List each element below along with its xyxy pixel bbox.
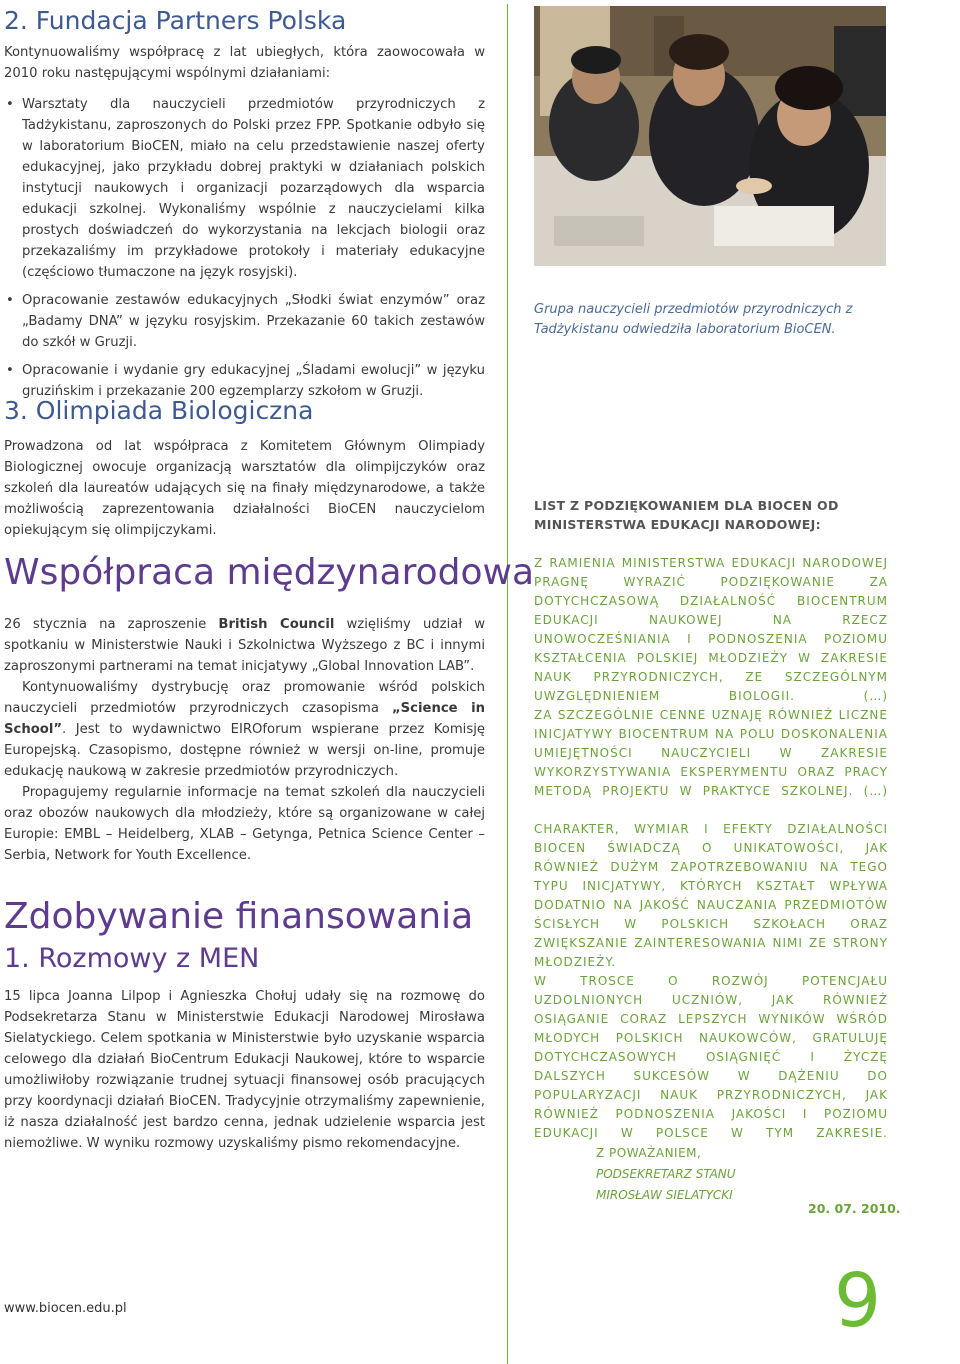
letter-title: LIST Z PODZIĘKOWANIEM DLA BIOCEN OD MINISTERSTWA EDUKACJI NARODOWEJ: <box>534 498 839 532</box>
letter-signature <box>596 1143 736 1206</box>
international-text <box>4 614 485 866</box>
list-item: • Warsztaty dla nauczycieli przedmiotów przyrodniczych z Tadżykistanu, zaproszonych do Polski przez FPP. Spotkanie odbyło się w laboratorium BioCEN, miało na celu przedstawienie naszej oferty edukacyjnej, jako przykładu dobrej praktyki w działaniach polskich instytucji naukowych i organizacji pozarządowych dla wsparcia edukacji szkolnej. Wykonaliśmy wspólnie z nauczycielami kilka prostych doświadczeń do wykorzystania na lekcjach biologii oraz przekazaliśmy im przykładowe protokoły i materiały edukacyjne (częściowo tłumaczone na język rosyjski). <box>4 94 485 283</box>
section-heading-partners: 2. Fundacja Partners Polska <box>4 6 347 35</box>
signature-name: MIROSŁAW SIELATYCKI <box>596 1188 733 1202</box>
page-title-international: Współpraca międzynarodowa <box>4 552 535 593</box>
letter-date: 20. 07. 2010. <box>808 1201 901 1216</box>
letter-paragraph: Z RAMIENIA MINISTERSTWA EDUKACJI NARODOWEJ PRAGNĘ WYRAZIĆ PODZIĘKOWANIE ZA DOTYCHCZASOWĄ DZIAŁALNOŚĆ BIOCENTRUM EDUKACJI NAUKOWEJ NA RZECZ UNOWOCZEŚNIANIA I PODNOSZENIA POZIOMU KSZTAŁCENIA POLSKIEJ MŁODZIEŻY W ZAKRESIE NAUK PRZYRODNICZYCH, ZE SZCZEGÓLNYM UWZGLĘDNIENIEM BIOLOGII. (…) <box>534 556 888 703</box>
olympiad-text: Prowadzona od lat współpraca z Komitetem Głównym Olimpiady Biologicznej owocuje organizacją warsztatów dla olimpijczyków oraz szkoleń dla laureatów udających się na finały międzynarodowe, a także możliwością zaprezentowania działalności BioCEN nauczycielom opiekującym się olimpijczykami. <box>4 439 485 538</box>
subheading-men: 1. Rozmowy z MEN <box>4 943 260 974</box>
paragraph: 26 stycznia na zaproszenie British Council wzięliśmy udział w spotkaniu w Ministerstwie Nauki i Szkolnictwa Wyższego z BC i innymi zaproszonymi partnerami na temat inicjatywy „Global Innovation LAB”. <box>4 617 485 674</box>
page-title-funding: Zdobywanie finansowania <box>4 896 474 937</box>
section-intro: Kontynuowaliśmy współpracę z lat ubiegłych, która zaowocowała w 2010 roku następującymi wspólnymi działaniami: <box>4 45 485 81</box>
journal-name: „Science in School” <box>4 701 485 737</box>
website-link[interactable]: www.biocen.edu.pl <box>4 1301 127 1316</box>
signature-title: PODSEKRETARZ STANU <box>596 1167 736 1181</box>
signature-closing: Z POWAŻANIEM, <box>596 1146 702 1160</box>
letter-paragraph: CHARAKTER, WYMIAR I EFEKTY DZIAŁALNOŚCI BIOCEN ŚWIADCZĄ O UNIKATOWOŚCI, JAK RÓWNIEŻ DUŻYM ZAPOTRZEBOWANIU NA TEGO TYPU INICJATYWY, KTÓRYCH KSZTAŁT WPŁYWA DODATNIO NA JAKOŚĆ NAUCZANIA PRZEDMIOTÓW ŚCISŁYCH W POLSKICH SZKOŁACH ORAZ ZWIĘKSZANIE ZAINTERESOWANIA NIMI ZE STRONY MŁODZIEŻY. <box>534 822 888 969</box>
section-heading-olympiad: 3. Olimpiada Biologiczna <box>4 396 314 425</box>
column-divider <box>507 4 508 1364</box>
british-council-name: British Council <box>218 617 335 632</box>
list-item: • Opracowanie zestawów edukacyjnych „Słodki świat enzymów” oraz „Badamy DNA” w języku rosyjskim. Przekazanie 60 takich zestawów do szkół w Gruzji. <box>4 290 485 353</box>
funding-text: 15 lipca Joanna Lilpop i Agnieszka Chołuj udały się na rozmowę do Podsekretarza Stanu w Ministerstwie Edukacji Narodowej Mirosława Sielatyckiego. Celem spotkania w Ministerstwie było uzyskanie wsparcia celowego dla działań BioCentrum Edukacji Naukowej, które to wsparcie umożliwiłoby rozwiązanie trudnej sytuacji finansowej osób pracujących przy koordynacji działań BioCEN. Tradycyjnie otrzymaliśmy zapewnienie, iż nasza działalność jest bardzo cenna, jednak udzielenie wsparcia jest niemożliwe. W wyniku rozmowy uzyskaliśmy pismo rekomendacyjne. <box>4 989 485 1151</box>
cooperation-list <box>4 94 485 409</box>
photo-caption: Grupa nauczycieli przedmiotów przyrodniczych z Tadżykistanu odwiedziła laboratorium BioCEN. <box>534 302 853 337</box>
teachers-photo <box>534 6 886 266</box>
letter-paragraph: ZA SZCZEGÓLNIE CENNE UZNAJĘ RÓWNIEŻ LICZNE INICJATYWY BIOCENTRUM NA POLU DOSKONALENIA UMIEJĘTNOŚCI NAUCZYCIELI W ZAKRESIE WYKORZYSTYWANIA EKSPERYMENTU ORAZ PRACY METODĄ PROJEKTU W PRAKTYCE SZKOLNEJ. (…) <box>534 708 888 798</box>
list-item: • Opracowanie i wydanie gry edukacyjnej „Śladami ewolucji” w języku gruzińskim i przekazanie 200 egzemplarzy szkołom w Gruzji. <box>4 360 485 402</box>
paragraph: Kontynuowaliśmy dystrybucję oraz promowanie wśród polskich nauczycieli przedmiotów przyrodniczych czasopisma „Science in School”. Jest to wydawnictwo EIROforum wspierane przez Komisję Europejską. Czasopismo, dostępne również w wersji on-line, promuje edukację naukową w zakresie przedmiotów przyrodniczych. <box>4 680 485 779</box>
paragraph: Propagujemy regularnie informacje na temat szkoleń dla nauczycieli oraz obozów naukowych dla młodzieży, które są organizowane w całej Europie: EMBL – Heidelberg, XLAB – Getynga, Petnica Science Center – Serbia, Network for Youth Excellence. <box>4 785 485 863</box>
letter-paragraph: W TROSCE O ROZWÓJ POTENCJAŁU UZDOLNIONYCH UCZNIÓW, JAK RÓWNIEŻ OSIĄGANIE CORAZ LEPSZYCH WYNIKÓW WŚRÓD MŁODYCH POLSKICH NAUKOWCÓW, GRATULUJĘ DOTYCHCZASOWYCH OSIĄGNIĘĆ I ŻYCZĘ DALSZYCH SUKCESÓW W DĄŻENIU DO POPULARYZACJI NAUK PRZYRODNICZYCH, JAK RÓWNIEŻ PODNOSZENIA JAKOŚCI I POZIOMU EDUKACJI W POLSCE W TYM ZAKRESIE. <box>534 974 888 1140</box>
page-number: 9 <box>834 1258 882 1344</box>
